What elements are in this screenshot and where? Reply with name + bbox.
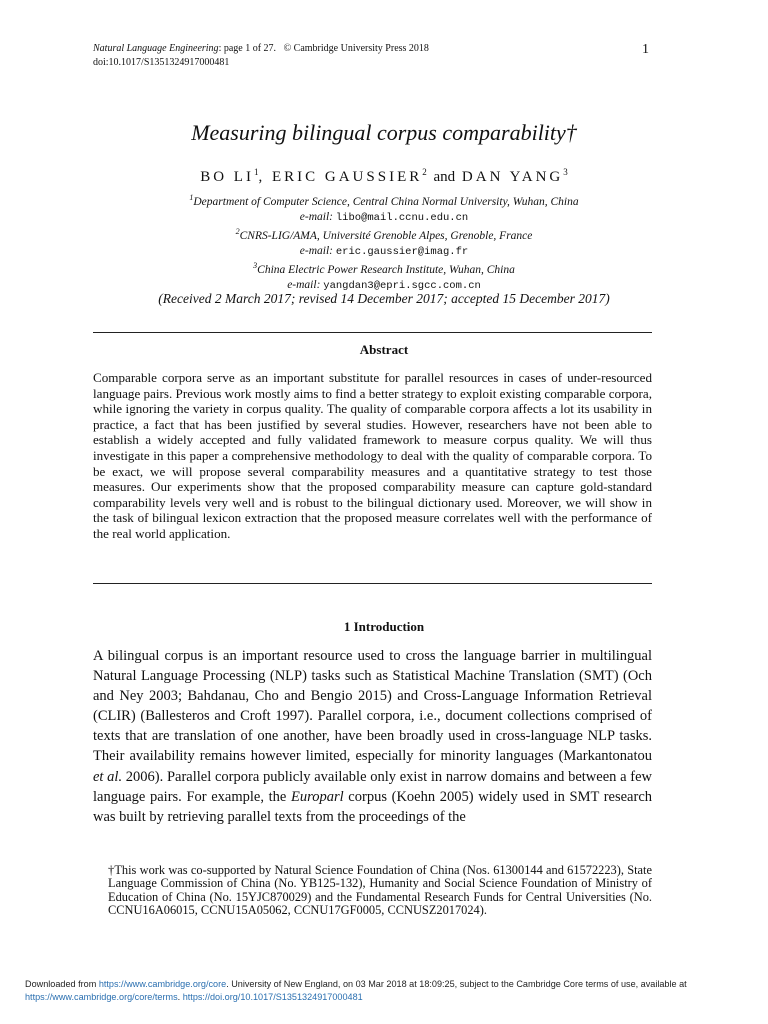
page-range: : page 1 of 27.: [218, 43, 277, 54]
doi: doi:10.1017/S1351324917000481: [93, 57, 230, 68]
author-line: BO $LI^1$, ERIC GAUSSIER$^2$ and DAN YANG$^3$: [200, 167, 568, 185]
author-1-sup: 1: [253, 167, 259, 177]
abstract-text: Comparable corpora serve as an important substitute for parallel resources in cases of under-resourced language pairs. Previous work mostly aims to find a better strategy to exploit existing comparable corpora, while ignoring the variety in corpus quality. The quality of comparable corpora affects a lot its usability in practice, a fact that has been justified by several studies. However, researchers have not been able to establish a widely accepted and fully validated framework to measure corpus quality. We will thus investigate in this paper a comprehensive methodology to deal with the quality of comparable corpora. To be exact, we will propose several comparability measures and a quantitative strategy to test those measures. Our experiments show that the proposed comparability measure can capture gold-standard comparability levels very well and is robust to the bilingual dictionary used. Moreover, we will show in the task of bilingual lexicon extraction that the proposed measure correlates well with the performance of the real world application.: [93, 370, 652, 541]
divider-bottom: [93, 583, 652, 584]
author-3: DAN YANG: [461, 169, 564, 185]
footnote: †This work was co-supported by Natural Science Foundation of China (Nos. 61300144 and 61572223), State Language Commission of China (No. YB125-132), Humanity and Social Science Foundation of Ministry of Education of China (No. 15YJC870029) and the Fundamental Research Funds for Central Universities (No. CCNU16A06015, CCNU15A05062, CCNU17GF0005, CCNUSZ2017024).: [108, 863, 652, 918]
affiliations: [0, 191, 768, 294]
link-cambridge-core[interactable]: https://www.cambridge.org/core: [98, 979, 227, 989]
section-heading-introduction: 1 Introduction: [343, 619, 425, 634]
paper-title: Measuring bilingual corpus comparability†: [191, 120, 577, 145]
link-terms[interactable]: https://www.cambridge.org/core/terms: [25, 991, 178, 1002]
email-3: e-mail: yangdan3@epri.sgcc.com.cn: [287, 279, 481, 292]
affiliation-3: $^3$China Electric Power Research Institute, Wuhan, China: [253, 261, 515, 277]
email-2: e-mail: eric.gaussier@imag.fr: [299, 244, 469, 258]
divider-top: [93, 332, 652, 333]
author-3-sup: 3: [563, 167, 568, 177]
page-number: 1: [642, 42, 649, 57]
email-1: e-mail: libo@mail.ccnu.edu.cn: [299, 210, 469, 224]
and-word: and: [433, 169, 456, 185]
affiliation-2: $^2$CNRS-LIG/AMA, Université Grenoble Alpes, Grenoble, France: [235, 227, 533, 243]
author-1: BO LI: [200, 169, 254, 185]
download-notice: Downloaded from https://www.cambridge.org/core. University of New England, on 03 Mar 2018 at 18:09:25, subject to the Cambridge Core terms of use, available at https://www.cambridge.org/core/terms. https://doi.org/10.1017/S1351324917000481: [25, 979, 687, 1002]
link-doi[interactable]: https://doi.org/10.1017/S1351324917000481: [182, 991, 363, 1002]
affiliation-1: $^1$Department of Computer Science, Central China Normal University, Wuhan, China: [189, 193, 579, 208]
copyright: © Cambridge University Press 2018: [283, 43, 429, 54]
author-2-sup: 2: [422, 167, 427, 177]
journal-name: Natural Language Engineering: [93, 43, 219, 54]
received-dates: (Received 2 March 2017; revised 14 December 2017; accepted 15 December 2017): [158, 291, 610, 306]
introduction-text: A bilingual corpus is an important resource used to cross the language barrier in multilingual Natural Language Processing (NLP) tasks such as Statistical Machine Translation (SMT) (Och and Ney 2003; Bahdanau, Cho and Bengio 2015) and Cross-Language Information Retrieval (CLIR) (Ballesteros and Croft 1997). Parallel corpora, i.e., document collections comprised of texts that are translation of one another, have been broadly used in cross-language NLP tasks. Their availability remains however limited, especially for minority languages (Markantonatou et al. 2006). Parallel corpora publicly available only exist in narrow domains and between a few language pairs. For example, the Europarl corpus (Koehn 2005) widely used in SMT research was built by retrieving parallel texts from the proceedings of the: [93, 648, 653, 825]
abstract-heading: Abstract: [359, 342, 409, 357]
running-header: [93, 42, 429, 56]
author-2: ERIC GAUSSIER: [271, 169, 423, 185]
